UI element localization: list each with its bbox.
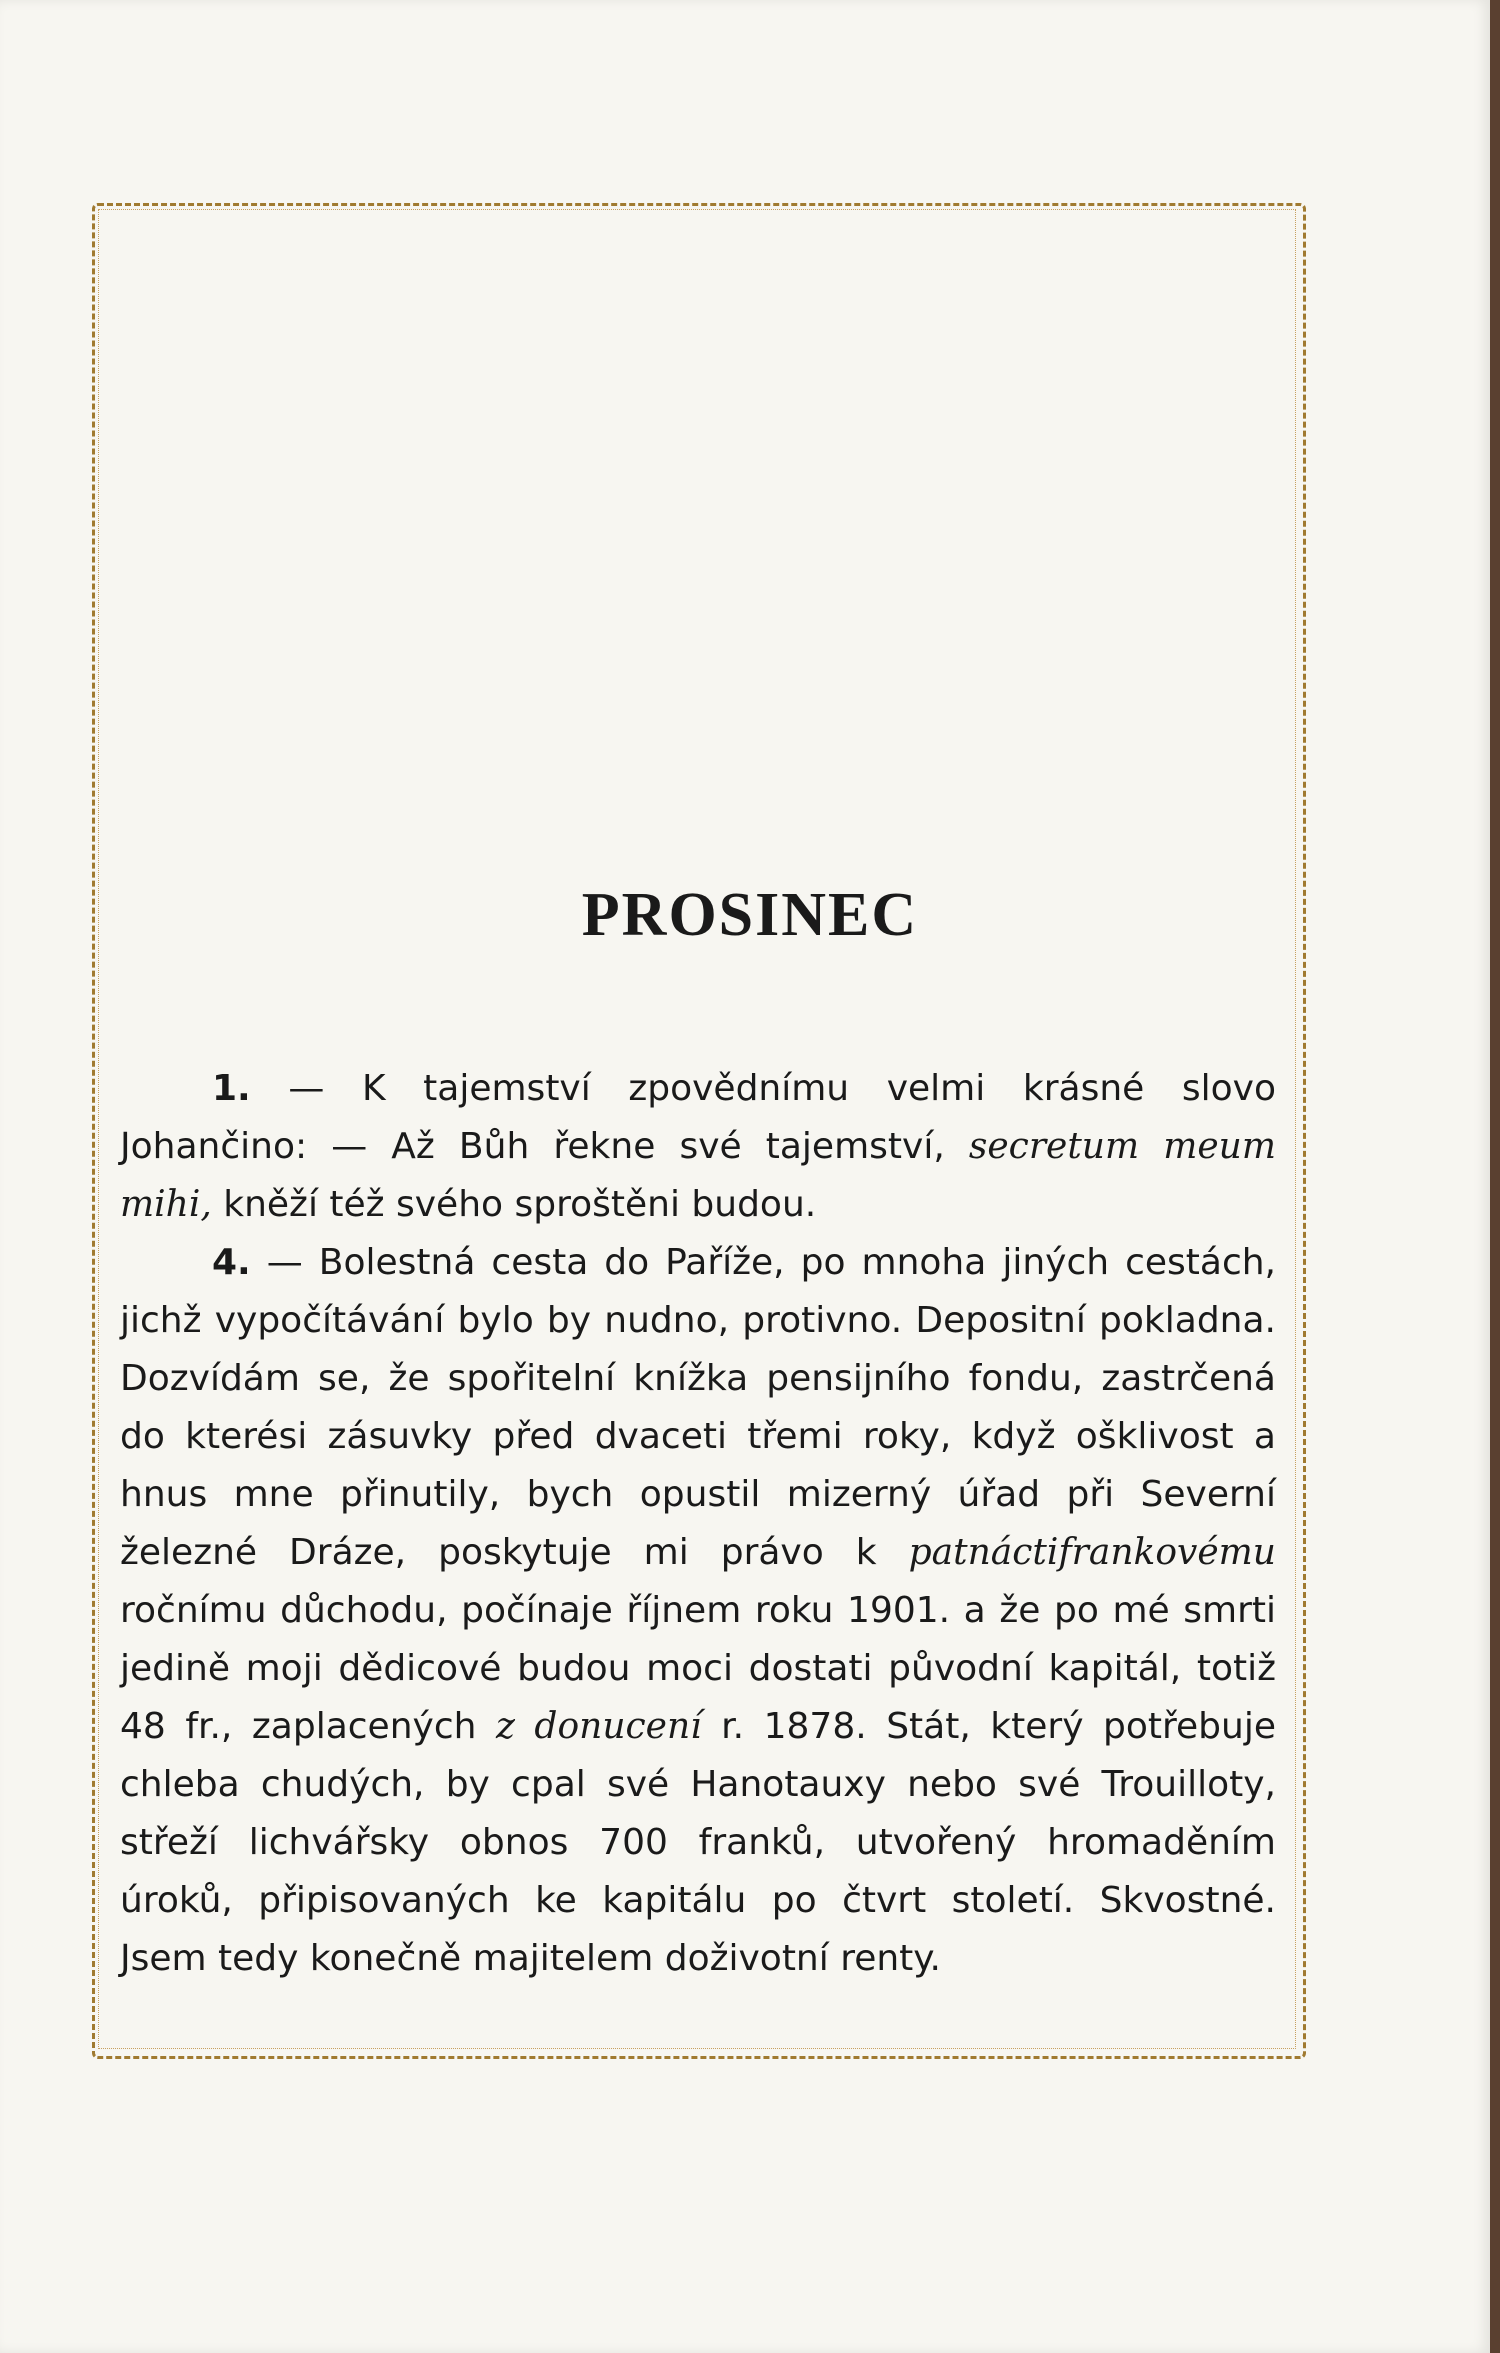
entry-italic-text: patnáctifrankovému: [908, 1532, 1276, 1573]
entry-text: ročnímu důchodu, počínaje říjnem roku 1901. a že po mé smrti jedině moji dědicové budou moci dostati původní kapitál, totiž 48 fr., zaplacených: [120, 1590, 1276, 1747]
entry-number: 1.: [212, 1068, 251, 1109]
entry-italic-text: z donucení: [495, 1706, 702, 1747]
entry-paragraph: [120, 1060, 1276, 1234]
entry-dash: —: [250, 1068, 362, 1109]
entry-text: K tajemství zpovědnímu velmi krásné slovo Johančino: — Až Bůh řekne své tajemství,: [120, 1068, 1277, 1167]
entry-dash: —: [250, 1242, 319, 1283]
page-binding-edge: [1490, 0, 1500, 2353]
entry-text: r. 1878. Stát, který potřebuje chleba chudých, by cpal své Hanotauxy nebo své Trouilloty, střeží lichvářsky obnos 700 franků, utvořený hromaděním úroků, připisovaných ke kapitálu po čtvrt století. Skvostné. Jsem tedy konečně majitelem doživotní renty.: [120, 1706, 1276, 1979]
entry-italic-text: secretum meum mihi,: [120, 1126, 1276, 1225]
text-body: [120, 1060, 1276, 1988]
entry-paragraph: [120, 1234, 1276, 1988]
entry-text: Bolestná cesta do Paříže, po mnoha jiných cestách, jichž vypočítávání bylo by nudno, protivno. Depositní pokladna. Dozvídám se, že spořitelní knížka pensijního fondu, zastrčená do kterési zásuvky před dvaceti třemi roky, když ošklivost a hnus mne přinutily, bych opustil mizerný úřad při Severní železné Dráze, poskytuje mi právo k: [120, 1242, 1276, 1573]
page-title: PROSINEC: [581, 881, 919, 949]
entry-number: 4.: [212, 1242, 251, 1283]
entry-text: kněží též svého sproštěni budou.: [211, 1184, 817, 1225]
